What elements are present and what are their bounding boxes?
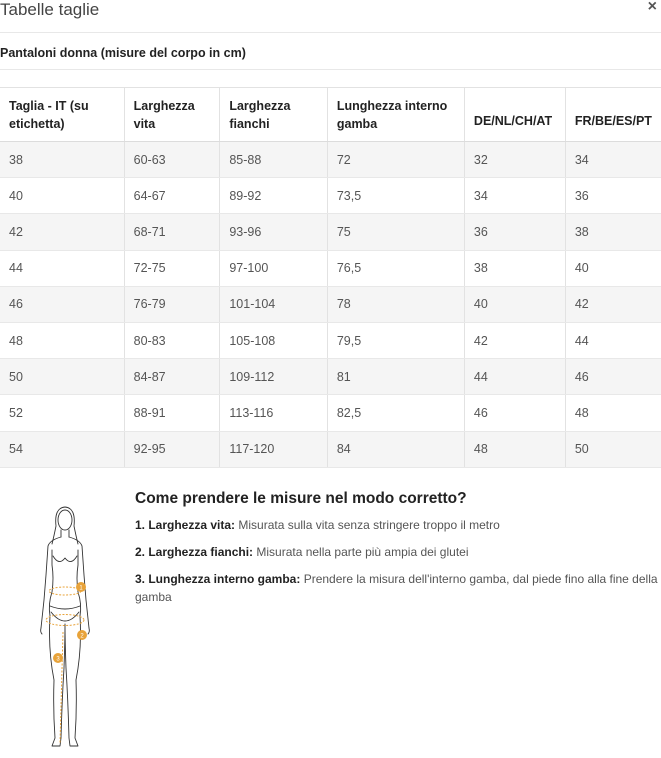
marker-3-label: 3 [56,656,60,663]
guide-item-label: 2. Larghezza fianchi: [135,545,254,559]
table-cell-size-de: 44 [464,359,565,395]
table-row [0,322,661,358]
table-cell-size-it: 54 [0,431,124,467]
modal-title: Tabelle taglie [0,0,100,19]
table-cell-hips: 97-100 [220,250,328,286]
table-cell-inseam: 72 [327,142,464,178]
table-cell-size-de: 46 [464,395,565,431]
table-cell-size-fr: 40 [565,250,661,286]
table-cell-size-it: 42 [0,214,124,250]
guide-heading: Come prendere le misure nel modo corretto? [135,490,467,507]
table-cell-size-it: 38 [0,142,124,178]
table-cell-waist: 88-91 [124,395,220,431]
table-cell-size-fr: 36 [565,178,661,214]
table-row [0,250,661,286]
column-header-de-nl-ch-at: DE/NL/CH/AT [464,88,565,142]
table-cell-hips: 105-108 [220,322,328,358]
table-cell-size-it: 48 [0,322,124,358]
guide-item-label: 1. Larghezza vita: [135,518,236,532]
figure-waist-outline [49,550,80,616]
guide-item-label: 3. Lunghezza interno gamba: [135,572,301,586]
figure-legs [50,616,81,746]
column-header-inseam: Lunghezza interno gamba [327,88,464,142]
table-row [0,286,661,322]
table-cell-hips: 117-120 [220,431,328,467]
column-header-size-it: Taglia - IT (su etichetta) [0,88,124,142]
close-icon[interactable]: × [647,0,657,15]
figure-underwear [50,606,80,621]
size-table [0,87,661,468]
table-cell-size-it: 52 [0,395,124,431]
table-row [0,142,661,178]
table-cell-waist: 80-83 [124,322,220,358]
divider [0,69,661,70]
table-cell-waist: 60-63 [124,142,220,178]
table-cell-waist: 84-87 [124,359,220,395]
table-cell-size-fr: 44 [565,322,661,358]
table-cell-size-it: 50 [0,359,124,395]
table-cell-inseam: 78 [327,286,464,322]
table-cell-waist: 68-71 [124,214,220,250]
table-cell-hips: 113-116 [220,395,328,431]
table-cell-size-de: 48 [464,431,565,467]
table-cell-size-fr: 46 [565,359,661,395]
column-header-waist: Larghezza vita [124,88,220,142]
table-row [0,359,661,395]
table-row [0,395,661,431]
table-cell-waist: 92-95 [124,431,220,467]
table-cell-inseam: 84 [327,431,464,467]
table-row [0,431,661,467]
table-subtitle: Pantaloni donna (misure del corpo in cm) [0,46,246,60]
table-cell-hips: 101-104 [220,286,328,322]
table-cell-size-it: 44 [0,250,124,286]
table-cell-waist: 72-75 [124,250,220,286]
guide-item-inseam [135,570,661,606]
guide-item-text: Misurata sulla vita senza stringere troppo il metro [235,518,500,532]
table-cell-size-it: 40 [0,178,124,214]
table-cell-size-it: 46 [0,286,124,322]
table-cell-inseam: 73,5 [327,178,464,214]
table-cell-size-de: 32 [464,142,565,178]
table-cell-inseam: 75 [327,214,464,250]
table-header-row [0,88,661,142]
figure-bra [53,556,77,562]
guide-item-text: Misurata nella parte più ampia dei glutei [253,545,469,559]
measurement-guide [135,490,661,615]
table-cell-size-fr: 42 [565,286,661,322]
table-cell-inseam: 79,5 [327,322,464,358]
table-cell-hips: 109-112 [220,359,328,395]
table-cell-inseam: 82,5 [327,395,464,431]
table-cell-size-de: 42 [464,322,565,358]
table-cell-waist: 76-79 [124,286,220,322]
figure-head [58,510,72,530]
marker-1-label: 1 [79,585,83,592]
table-cell-size-fr: 50 [565,431,661,467]
guide-item-waist [135,516,661,534]
table-cell-size-fr: 34 [565,142,661,178]
table-cell-size-de: 40 [464,286,565,322]
guide-item-hips [135,543,661,561]
table-cell-hips: 89-92 [220,178,328,214]
table-cell-size-de: 34 [464,178,565,214]
body-measurement-illustration [30,500,100,758]
table-cell-waist: 64-67 [124,178,220,214]
table-cell-size-de: 36 [464,214,565,250]
column-header-hips: Larghezza fianchi [220,88,328,142]
modal-header [0,0,661,33]
column-header-fr-be-es-pt: FR/BE/ES/PT [565,88,661,142]
table-cell-size-de: 38 [464,250,565,286]
table-cell-inseam: 81 [327,359,464,395]
table-cell-inseam: 76,5 [327,250,464,286]
table-cell-size-fr: 48 [565,395,661,431]
table-cell-hips: 93-96 [220,214,328,250]
guide-item-text: Prendere la misura dell'interno gamba, dal piede fino alla fine della gamba [135,572,658,604]
table-cell-hips: 85-88 [220,142,328,178]
marker-2-label: 2 [80,633,84,640]
figure-neck [61,530,69,537]
table-row [0,178,661,214]
table-cell-size-fr: 38 [565,214,661,250]
table-row [0,214,661,250]
